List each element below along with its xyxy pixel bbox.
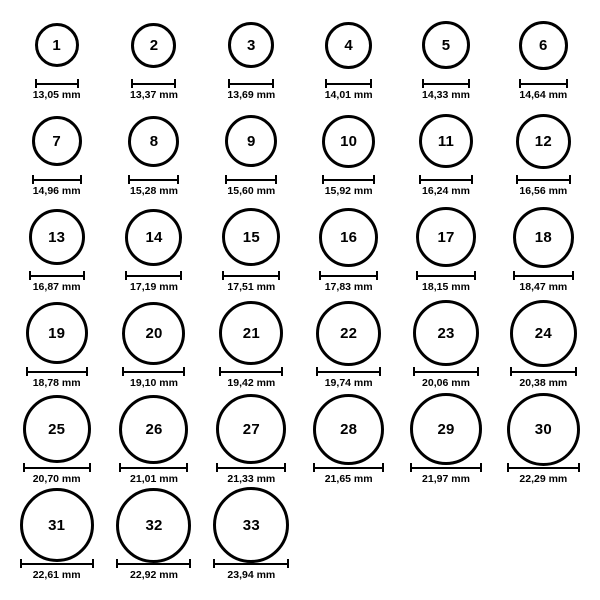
ring-circle bbox=[131, 23, 176, 68]
measure-line bbox=[313, 467, 384, 469]
ring-circle bbox=[122, 302, 185, 365]
measure-line bbox=[26, 371, 88, 373]
diameter-value: 16,87 mm bbox=[32, 281, 81, 293]
ring-circle-wrapper bbox=[219, 302, 283, 364]
measure-tick-left bbox=[20, 559, 22, 568]
measure-line bbox=[410, 467, 482, 469]
diameter-value: 18,47 mm bbox=[519, 281, 568, 293]
ring-size-label: 22 bbox=[340, 324, 358, 342]
ring-circle bbox=[219, 301, 283, 365]
diameter-measure-bar bbox=[29, 271, 85, 280]
ring-circle-wrapper bbox=[519, 14, 568, 76]
ring-size-label: 9 bbox=[247, 132, 256, 150]
ring-size-label: 2 bbox=[149, 36, 159, 54]
measure-tick-left bbox=[125, 271, 127, 280]
measure-tick-left bbox=[419, 175, 421, 184]
diameter-measure-bar bbox=[119, 463, 188, 472]
diameter-measure-bar bbox=[316, 367, 381, 376]
ring-circle bbox=[410, 393, 482, 465]
diameter-value: 14,96 mm bbox=[32, 185, 81, 197]
measure-tick-left bbox=[131, 79, 133, 88]
measure-tick-left bbox=[116, 559, 118, 568]
ring-circle bbox=[325, 22, 372, 69]
diameter-measure-bar bbox=[507, 463, 580, 472]
ring-size-cell bbox=[397, 14, 494, 110]
ring-circle bbox=[32, 116, 82, 166]
ring-size-cell bbox=[495, 398, 592, 494]
ring-circle bbox=[416, 207, 476, 267]
ring-circle bbox=[119, 395, 188, 464]
ring-circle-wrapper bbox=[316, 302, 381, 364]
measure-tick-right bbox=[477, 367, 479, 376]
ring-circle bbox=[26, 302, 88, 364]
diameter-measure-bar bbox=[422, 79, 470, 88]
measure-tick-right bbox=[92, 559, 94, 568]
diameter-measure-bar bbox=[416, 271, 476, 280]
diameter-measure-bar bbox=[313, 463, 384, 472]
diameter-measure-bar bbox=[20, 559, 94, 568]
measure-line bbox=[29, 275, 85, 277]
diameter-measure-bar bbox=[128, 175, 179, 184]
measure-tick-right bbox=[572, 271, 574, 280]
diameter-measure-bar bbox=[410, 463, 482, 472]
ring-circle-wrapper bbox=[216, 398, 286, 460]
measure-line bbox=[128, 179, 179, 181]
measure-tick-left bbox=[219, 367, 221, 376]
measure-tick-left bbox=[510, 367, 512, 376]
measure-tick-right bbox=[186, 463, 188, 472]
ring-circle bbox=[20, 488, 94, 562]
measure-line bbox=[225, 179, 277, 181]
diameter-value: 18,78 mm bbox=[32, 377, 81, 389]
ring-circle bbox=[228, 22, 274, 68]
ring-circle-wrapper bbox=[422, 14, 470, 76]
ring-circle-wrapper bbox=[416, 206, 476, 268]
ring-circle-wrapper bbox=[513, 206, 574, 268]
diameter-value: 23,94 mm bbox=[227, 569, 276, 581]
ring-circle bbox=[313, 394, 384, 465]
ring-circle-wrapper bbox=[125, 206, 182, 268]
measure-line bbox=[20, 563, 94, 565]
measure-tick-right bbox=[474, 271, 476, 280]
ring-size-label: 15 bbox=[242, 228, 260, 246]
ring-circle-wrapper bbox=[26, 302, 88, 364]
diameter-measure-bar bbox=[23, 463, 91, 472]
diameter-measure-bar bbox=[35, 79, 79, 88]
diameter-value: 20,38 mm bbox=[519, 377, 568, 389]
diameter-value: 19,74 mm bbox=[324, 377, 373, 389]
ring-size-cell bbox=[203, 206, 300, 302]
ring-circle-wrapper bbox=[128, 110, 179, 172]
ring-size-cell bbox=[397, 110, 494, 206]
ring-size-label: 12 bbox=[534, 132, 552, 150]
ring-circle-wrapper bbox=[32, 110, 82, 172]
ring-size-label: 26 bbox=[145, 420, 163, 438]
diameter-value: 22,61 mm bbox=[32, 569, 81, 581]
ring-size-cell bbox=[105, 14, 202, 110]
measure-line bbox=[416, 275, 476, 277]
ring-circle bbox=[222, 208, 280, 266]
ring-size-cell bbox=[105, 398, 202, 494]
ring-circle bbox=[510, 300, 577, 367]
ring-circle bbox=[216, 394, 286, 464]
ring-size-label: 31 bbox=[48, 516, 66, 534]
ring-size-label: 24 bbox=[534, 324, 552, 342]
ring-size-label: 29 bbox=[437, 420, 455, 438]
ring-size-label: 8 bbox=[149, 132, 159, 150]
measure-tick-left bbox=[26, 367, 28, 376]
measure-line bbox=[516, 179, 571, 181]
measure-tick-left bbox=[35, 79, 37, 88]
ring-circle-wrapper bbox=[319, 206, 378, 268]
measure-line bbox=[510, 371, 577, 373]
measure-tick-right bbox=[83, 271, 85, 280]
ring-circle-wrapper bbox=[29, 206, 85, 268]
diameter-value: 13,05 mm bbox=[32, 89, 81, 101]
measure-line bbox=[116, 563, 191, 565]
ring-size-cell bbox=[8, 302, 105, 398]
measure-line bbox=[119, 467, 188, 469]
ring-circle bbox=[35, 23, 79, 67]
measure-tick-left bbox=[507, 463, 509, 472]
measure-line bbox=[222, 275, 280, 277]
ring-circle bbox=[23, 395, 91, 463]
diameter-value: 16,56 mm bbox=[519, 185, 568, 197]
diameter-measure-bar bbox=[32, 175, 82, 184]
measure-tick-left bbox=[410, 463, 412, 472]
diameter-measure-bar bbox=[513, 271, 574, 280]
ring-circle-wrapper bbox=[228, 14, 274, 76]
diameter-measure-bar bbox=[222, 271, 280, 280]
ring-size-cell bbox=[495, 110, 592, 206]
ring-size-cell bbox=[495, 14, 592, 110]
ring-circle-wrapper bbox=[20, 494, 94, 556]
measure-tick-right bbox=[177, 175, 179, 184]
diameter-value: 21,65 mm bbox=[324, 473, 373, 485]
ring-size-label: 18 bbox=[534, 228, 552, 246]
measure-line bbox=[319, 275, 378, 277]
measure-tick-right bbox=[281, 367, 283, 376]
measure-line bbox=[35, 83, 79, 85]
ring-size-label: 21 bbox=[242, 324, 260, 342]
ring-circle bbox=[413, 300, 479, 366]
ring-size-label: 13 bbox=[48, 228, 66, 246]
measure-tick-right bbox=[180, 271, 182, 280]
measure-tick-left bbox=[313, 463, 315, 472]
ring-circle-wrapper bbox=[213, 494, 289, 556]
ring-circle bbox=[519, 21, 568, 70]
measure-tick-right bbox=[174, 79, 176, 88]
ring-circle-wrapper bbox=[116, 494, 191, 556]
diameter-value: 17,19 mm bbox=[130, 281, 178, 293]
diameter-value: 21,01 mm bbox=[130, 473, 178, 485]
ring-circle bbox=[319, 208, 378, 267]
diameter-value: 21,97 mm bbox=[422, 473, 470, 485]
diameter-value: 17,51 mm bbox=[227, 281, 276, 293]
ring-size-cell bbox=[105, 206, 202, 302]
diameter-value: 22,29 mm bbox=[519, 473, 568, 485]
diameter-value: 19,10 mm bbox=[130, 377, 178, 389]
ring-size-cell bbox=[8, 14, 105, 110]
diameter-value: 21,33 mm bbox=[227, 473, 276, 485]
measure-tick-left bbox=[29, 271, 31, 280]
diameter-value: 17,83 mm bbox=[324, 281, 373, 293]
measure-tick-left bbox=[228, 79, 230, 88]
measure-tick-left bbox=[513, 271, 515, 280]
diameter-measure-bar bbox=[413, 367, 479, 376]
ring-circle-wrapper bbox=[119, 398, 188, 460]
ring-circle bbox=[213, 487, 289, 563]
measure-tick-left bbox=[119, 463, 121, 472]
measure-tick-left bbox=[222, 271, 224, 280]
measure-tick-left bbox=[416, 271, 418, 280]
ring-circle-wrapper bbox=[516, 110, 571, 172]
diameter-measure-bar bbox=[519, 79, 568, 88]
ring-size-label: 10 bbox=[340, 132, 358, 150]
diameter-value: 20,06 mm bbox=[422, 377, 470, 389]
ring-size-cell bbox=[105, 302, 202, 398]
measure-tick-right bbox=[468, 79, 470, 88]
diameter-measure-bar bbox=[516, 175, 571, 184]
ring-size-cell bbox=[397, 206, 494, 302]
ring-circle-wrapper bbox=[413, 302, 479, 364]
measure-line bbox=[219, 371, 283, 373]
measure-tick-right bbox=[569, 175, 571, 184]
ring-size-cell bbox=[300, 302, 397, 398]
diameter-measure-bar bbox=[225, 175, 277, 184]
ring-size-cell bbox=[8, 494, 105, 590]
ring-circle-wrapper bbox=[23, 398, 91, 460]
ring-circle bbox=[316, 301, 381, 366]
diameter-value: 13,37 mm bbox=[130, 89, 178, 101]
ring-circle-wrapper bbox=[35, 14, 79, 76]
diameter-measure-bar bbox=[219, 367, 283, 376]
measure-tick-left bbox=[122, 367, 124, 376]
measure-line bbox=[513, 275, 574, 277]
measure-tick-right bbox=[287, 559, 289, 568]
measure-tick-right bbox=[480, 463, 482, 472]
diameter-measure-bar bbox=[122, 367, 185, 376]
measure-tick-left bbox=[422, 79, 424, 88]
ring-size-cell bbox=[397, 398, 494, 494]
measure-tick-left bbox=[322, 175, 324, 184]
measure-tick-right bbox=[382, 463, 384, 472]
ring-circle bbox=[507, 393, 580, 466]
measure-tick-right bbox=[284, 463, 286, 472]
diameter-measure-bar bbox=[213, 559, 289, 568]
ring-size-cell bbox=[203, 110, 300, 206]
ring-size-label: 4 bbox=[344, 36, 353, 54]
ring-circle-wrapper bbox=[225, 110, 277, 172]
diameter-value: 20,70 mm bbox=[32, 473, 81, 485]
measure-tick-right bbox=[272, 79, 274, 88]
ring-size-label: 30 bbox=[534, 420, 552, 438]
ring-size-cell bbox=[300, 398, 397, 494]
ring-size-grid bbox=[8, 14, 592, 590]
measure-tick-right bbox=[575, 367, 577, 376]
measure-tick-left bbox=[519, 79, 521, 88]
diameter-measure-bar bbox=[510, 367, 577, 376]
ring-size-label: 33 bbox=[242, 516, 260, 534]
ring-circle bbox=[29, 209, 85, 265]
diameter-value: 15,28 mm bbox=[130, 185, 178, 197]
measure-tick-right bbox=[80, 175, 82, 184]
diameter-value: 16,24 mm bbox=[422, 185, 470, 197]
measure-line bbox=[131, 83, 176, 85]
ring-size-cell bbox=[203, 14, 300, 110]
measure-tick-right bbox=[566, 79, 568, 88]
measure-tick-right bbox=[86, 367, 88, 376]
diameter-measure-bar bbox=[116, 559, 191, 568]
ring-size-label: 16 bbox=[340, 228, 358, 246]
diameter-value: 22,92 mm bbox=[130, 569, 178, 581]
diameter-measure-bar bbox=[216, 463, 286, 472]
ring-circle bbox=[419, 114, 473, 168]
ring-size-label: 3 bbox=[247, 36, 256, 54]
diameter-value: 18,15 mm bbox=[422, 281, 470, 293]
ring-size-label: 27 bbox=[242, 420, 260, 438]
measure-tick-left bbox=[32, 175, 34, 184]
ring-circle-wrapper bbox=[419, 110, 473, 172]
diameter-value: 19,42 mm bbox=[227, 377, 276, 389]
measure-line bbox=[325, 83, 372, 85]
ring-size-cell bbox=[105, 494, 202, 590]
ring-circle-wrapper bbox=[510, 302, 577, 364]
diameter-value: 13,69 mm bbox=[227, 89, 276, 101]
measure-line bbox=[419, 179, 473, 181]
ring-circle-wrapper bbox=[122, 302, 185, 364]
ring-size-label: 5 bbox=[441, 36, 451, 54]
ring-circle bbox=[322, 115, 375, 168]
ring-size-cell bbox=[8, 206, 105, 302]
ring-size-label: 28 bbox=[340, 420, 358, 438]
measure-line bbox=[122, 371, 185, 373]
ring-size-cell bbox=[203, 302, 300, 398]
measure-tick-right bbox=[578, 463, 580, 472]
measure-tick-left bbox=[216, 463, 218, 472]
measure-line bbox=[507, 467, 580, 469]
measure-line bbox=[322, 179, 375, 181]
measure-line bbox=[213, 563, 289, 565]
measure-tick-right bbox=[379, 367, 381, 376]
measure-line bbox=[32, 179, 82, 181]
diameter-measure-bar bbox=[131, 79, 176, 88]
measure-tick-left bbox=[213, 559, 215, 568]
ring-circle bbox=[516, 114, 571, 169]
ring-size-cell bbox=[203, 494, 300, 590]
diameter-measure-bar bbox=[322, 175, 375, 184]
ring-size-cell bbox=[300, 206, 397, 302]
ring-circle-wrapper bbox=[131, 14, 176, 76]
measure-tick-right bbox=[376, 271, 378, 280]
ring-circle-wrapper bbox=[507, 398, 580, 460]
measure-line bbox=[316, 371, 381, 373]
ring-circle-wrapper bbox=[222, 206, 280, 268]
ring-size-label: 1 bbox=[52, 36, 61, 54]
diameter-value: 15,60 mm bbox=[227, 185, 276, 197]
measure-tick-right bbox=[77, 79, 79, 88]
measure-line bbox=[228, 83, 274, 85]
measure-tick-right bbox=[370, 79, 372, 88]
diameter-value: 14,33 mm bbox=[422, 89, 470, 101]
diameter-value: 15,92 mm bbox=[324, 185, 373, 197]
measure-line bbox=[216, 467, 286, 469]
ring-size-label: 11 bbox=[437, 132, 455, 150]
measure-tick-left bbox=[319, 271, 321, 280]
ring-size-cell bbox=[105, 110, 202, 206]
measure-tick-left bbox=[316, 367, 318, 376]
ring-size-cell bbox=[495, 206, 592, 302]
measure-tick-right bbox=[278, 271, 280, 280]
ring-size-cell bbox=[300, 14, 397, 110]
ring-size-label: 17 bbox=[437, 228, 455, 246]
ring-circle-wrapper bbox=[325, 14, 372, 76]
diameter-value: 14,64 mm bbox=[519, 89, 568, 101]
diameter-measure-bar bbox=[419, 175, 473, 184]
diameter-measure-bar bbox=[125, 271, 182, 280]
ring-size-label: 14 bbox=[145, 228, 163, 246]
diameter-value: 14,01 mm bbox=[324, 89, 373, 101]
ring-size-cell bbox=[8, 110, 105, 206]
ring-size-cell bbox=[495, 302, 592, 398]
measure-line bbox=[422, 83, 470, 85]
measure-line bbox=[125, 275, 182, 277]
ring-size-label: 25 bbox=[48, 420, 66, 438]
measure-line bbox=[23, 467, 91, 469]
ring-circle-wrapper bbox=[322, 110, 375, 172]
measure-tick-right bbox=[189, 559, 191, 568]
measure-tick-right bbox=[275, 175, 277, 184]
ring-circle-wrapper bbox=[313, 398, 384, 460]
ring-circle bbox=[225, 115, 277, 167]
diameter-measure-bar bbox=[319, 271, 378, 280]
measure-tick-left bbox=[128, 175, 130, 184]
ring-circle bbox=[128, 116, 179, 167]
measure-line bbox=[413, 371, 479, 373]
ring-size-label: 23 bbox=[437, 324, 455, 342]
ring-circle bbox=[116, 488, 191, 563]
diameter-measure-bar bbox=[228, 79, 274, 88]
ring-size-label: 19 bbox=[48, 324, 66, 342]
ring-size-label: 6 bbox=[539, 36, 548, 54]
measure-tick-left bbox=[23, 463, 25, 472]
ring-size-label: 20 bbox=[145, 324, 163, 342]
ring-circle bbox=[422, 21, 470, 69]
ring-circle bbox=[125, 209, 182, 266]
measure-tick-right bbox=[89, 463, 91, 472]
measure-line bbox=[519, 83, 568, 85]
ring-size-cell bbox=[300, 110, 397, 206]
diameter-measure-bar bbox=[325, 79, 372, 88]
diameter-measure-bar bbox=[26, 367, 88, 376]
ring-size-label: 7 bbox=[52, 132, 61, 150]
ring-size-cell bbox=[203, 398, 300, 494]
ring-size-label: 32 bbox=[145, 516, 163, 534]
ring-size-cell bbox=[397, 302, 494, 398]
measure-tick-left bbox=[413, 367, 415, 376]
ring-circle bbox=[513, 207, 574, 268]
measure-tick-right bbox=[183, 367, 185, 376]
measure-tick-right bbox=[373, 175, 375, 184]
measure-tick-left bbox=[225, 175, 227, 184]
measure-tick-right bbox=[471, 175, 473, 184]
ring-circle-wrapper bbox=[410, 398, 482, 460]
ring-size-cell bbox=[8, 398, 105, 494]
measure-tick-left bbox=[325, 79, 327, 88]
measure-tick-left bbox=[516, 175, 518, 184]
